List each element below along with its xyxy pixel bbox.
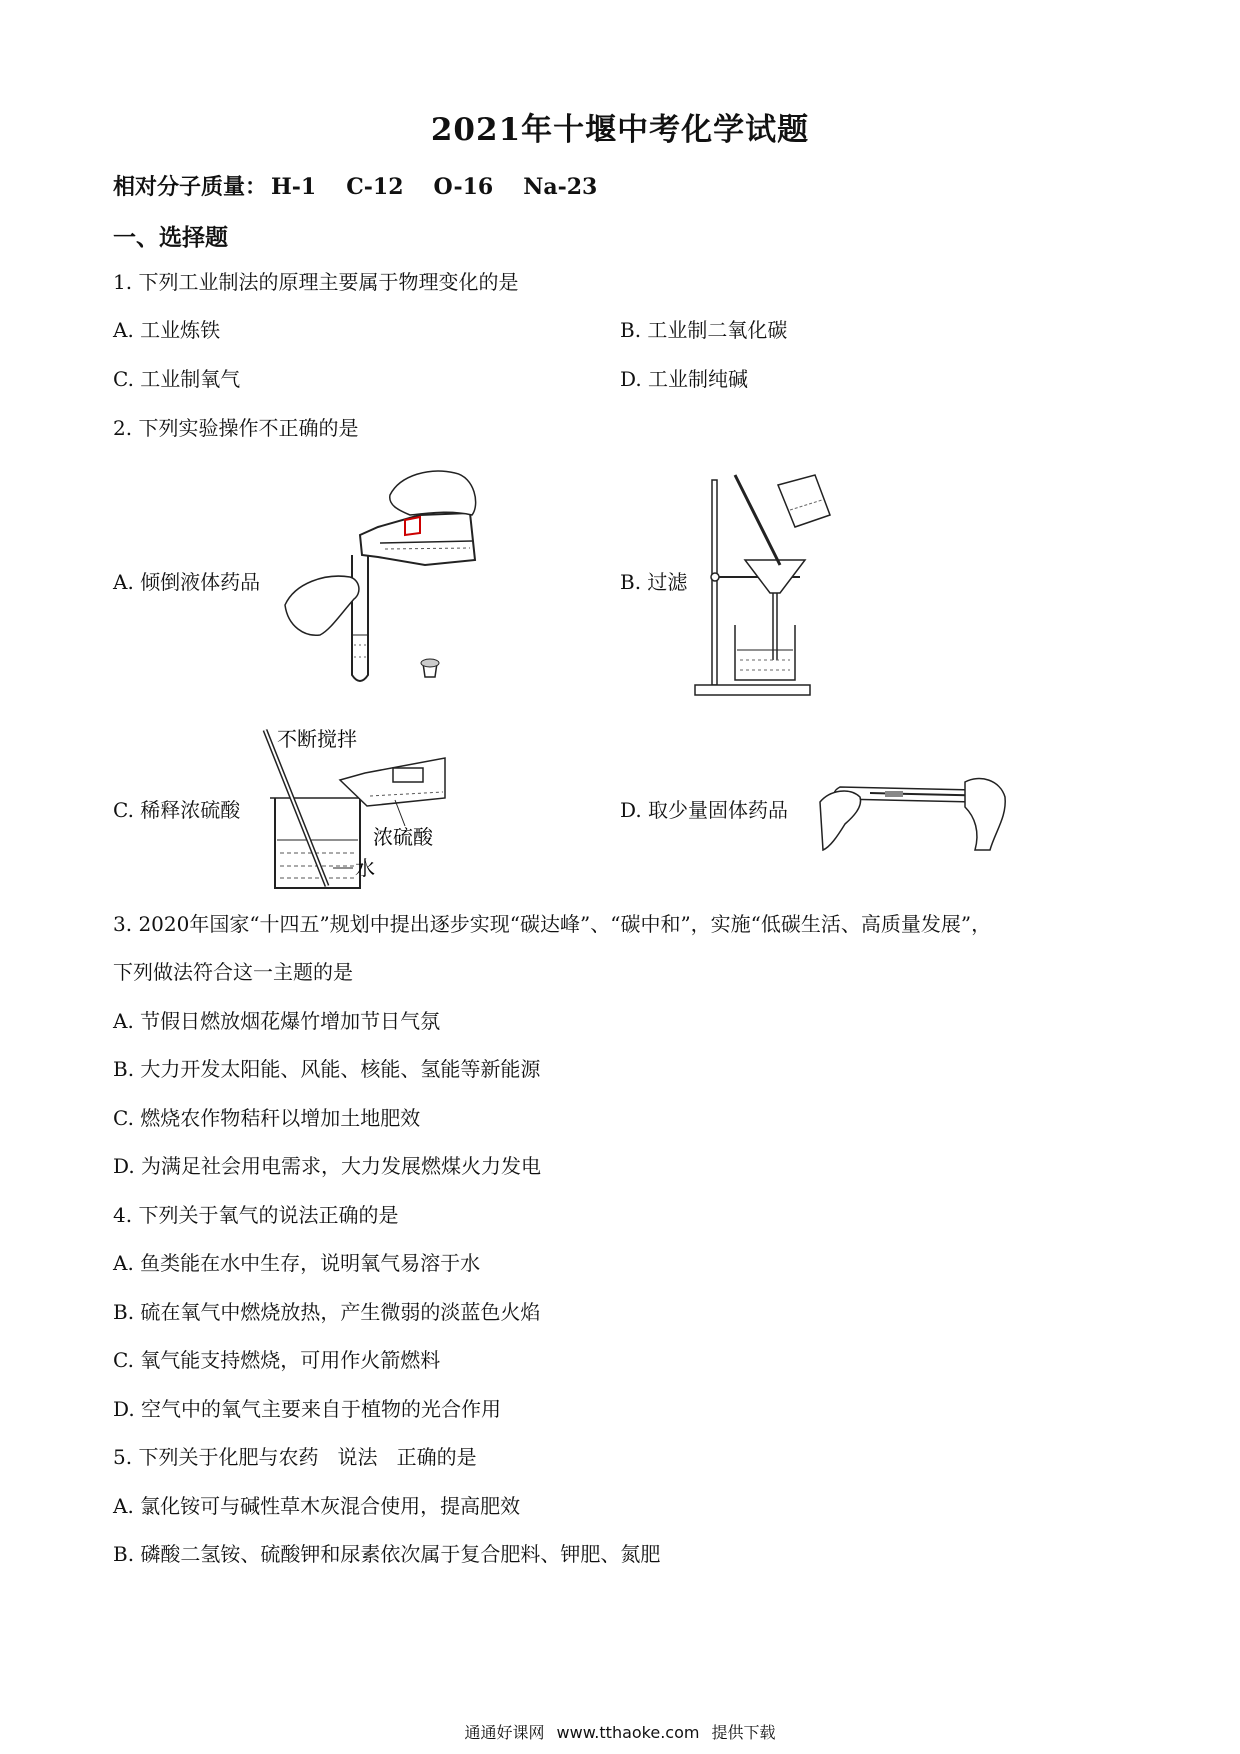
q4-stem: 4. 下列关于氧气的说法正确的是 [113,1203,399,1227]
filtration-figure [690,465,840,700]
acid-label: 浓硫酸 [373,825,433,849]
q5-stem: 5. 下列关于化肥与农药 说法 正确的是 [113,1445,477,1469]
footer-site-name: 通通好课网 [464,1723,545,1742]
page-title: 2021年十堰中考化学试题 [430,112,810,148]
q2-option-c: C. 稀释浓硫酸 [113,798,241,822]
q1-option-d: D. 工业制纯碱 [620,367,749,391]
q4-option-c: C. 氧气能支持燃烧，可用作火箭燃料 [113,1348,441,1372]
q4-option-d: D. 空气中的氧气主要来自于植物的光合作用 [113,1397,502,1421]
q2-stem: 2. 下列实验操作不正确的是 [113,416,359,440]
footer-url-link[interactable]: www.tthaoke.com [556,1723,700,1742]
q5-option-a: A. 氯化铵可与碱性草木灰混合使用，提高肥效 [113,1494,521,1518]
q3-option-d: D. 为满足社会用电需求，大力发展燃煤火力发电 [113,1154,542,1178]
q3-option-b: B. 大力开发太阳能、风能、核能、氢能等新能源 [113,1057,541,1081]
q4-option-a: A. 鱼类能在水中生存，说明氧气易溶于水 [113,1251,481,1275]
q5-option-b: B. 磷酸二氢铵、硫酸钾和尿素依次属于复合肥料、钾肥、氮肥 [113,1542,661,1566]
q1-stem: 1. 下列工业制法的原理主要属于物理变化的是 [113,270,519,294]
q2-option-b: B. 过滤 [620,570,688,594]
atomic-mass-line [113,170,627,201]
q3-option-a: A. 节假日燃放烟花爆竹增加节日气氛 [113,1009,441,1033]
atomic-mass-label: 相对分子质量： [113,174,268,200]
q1-option-b: B. 工业制二氧化碳 [620,318,788,342]
q4-option-b: B. 硫在氧气中燃烧放热，产生微弱的淡蓝色火焰 [113,1300,541,1324]
atomic-mass-c: C-12 [346,174,404,200]
atomic-mass-h: H-1 [271,174,317,200]
q3-stem-line2: 下列做法符合这一主题的是 [113,960,353,984]
solid-reagent-figure [815,762,1015,852]
pouring-liquid-figure [280,465,480,690]
water-label: 水 [355,856,375,880]
q1-option-a: A. 工业炼铁 [113,318,221,342]
q1-option-c: C. 工业制氧气 [113,367,241,391]
footer [0,1720,1240,1743]
stir-label: 不断搅拌 [277,727,357,751]
footer-suffix: 提供下载 [711,1723,776,1742]
dilute-acid-figure [255,718,465,898]
q3-option-c: C. 燃烧农作物秸秆以增加土地肥效 [113,1106,421,1130]
atomic-mass-o: O-16 [433,174,494,200]
q2-option-d: D. 取少量固体药品 [620,798,789,822]
section-heading-choice: 一、选择题 [113,224,228,251]
q3-stem-line1: 3. 2020年国家“十四五”规划中提出逐步实现“碳达峰”、“碳中和”，实施“低碳生活、高质量发展”， [113,912,992,936]
atomic-mass-na: Na-23 [523,174,598,200]
q2-option-a: A. 倾倒液体药品 [113,570,261,594]
